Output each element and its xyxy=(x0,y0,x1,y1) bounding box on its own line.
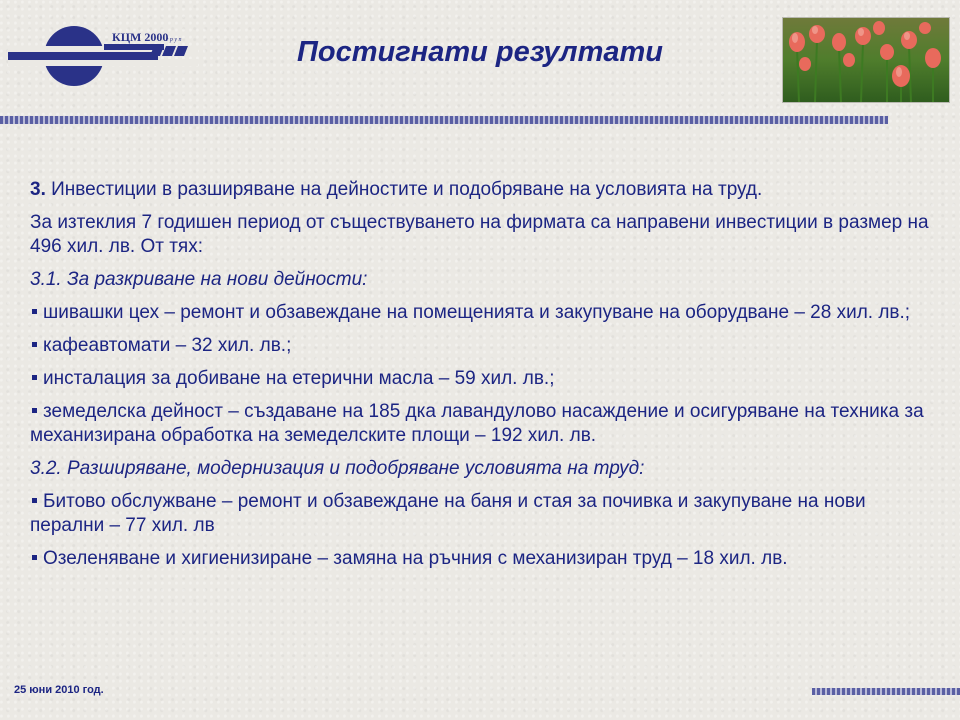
heading-number: 3. xyxy=(30,179,46,200)
bullet-icon xyxy=(32,408,37,413)
footer-divider xyxy=(812,688,960,695)
list-item-text: шивашки цех – ремонт и обзавеждане на помещенията и закупуване на оборудване – 28 хил. лв.; xyxy=(43,302,911,323)
subsection-2-title: 3.2. Разширяване, модернизация и подобряване условията на труд: xyxy=(30,458,645,479)
heading-text: Инвестиции в разширяване на дейностите и подобряване на условията на труд. xyxy=(51,179,763,200)
bullet-icon xyxy=(32,309,37,314)
tulips-photo xyxy=(782,17,950,103)
list-item-text: земеделска дейност – създаване на 185 дка лавандулово насаждение и осигуряване на техника за механизирана обработка на земеделските площи – 192 хил. лв. xyxy=(30,401,924,446)
bullet-icon xyxy=(32,555,37,560)
list-item xyxy=(30,301,936,325)
list-item xyxy=(30,547,936,571)
list-item xyxy=(30,334,936,358)
list-item-text: инсталация за добиване на етерични масла – 59 хил. лв.; xyxy=(43,368,555,389)
list-item xyxy=(30,400,936,448)
bullet-icon xyxy=(32,375,37,380)
intro-paragraph: За изтеклия 7 годишен период от съществуването на фирмата са направени инвестиции в размер на 496 хил. лв. От тях: xyxy=(30,212,929,257)
list-item-text: кафеавтомати – 32 хил. лв.; xyxy=(43,335,292,356)
footer-date: 25 юни 2010 год. xyxy=(14,684,104,696)
slide-content xyxy=(30,178,936,580)
list-item-text: Битово обслужване – ремонт и обзавеждане на баня и стая за почивка и закупуване на нови перални – 77 хил. лв xyxy=(30,491,866,536)
logo-subtext: г р у п xyxy=(166,37,182,43)
bullet-icon xyxy=(32,342,37,347)
page-title: Постигнати резултати xyxy=(297,36,663,68)
logo-text: КЦМ 2000 xyxy=(112,30,169,44)
header-divider xyxy=(0,116,888,124)
list-item xyxy=(30,367,936,391)
section-heading xyxy=(30,178,936,202)
list-item-text: Озеленяване и хигиенизиране – замяна на ръчния с механизиран труд – 18 хил. лв. xyxy=(43,548,788,569)
subsection-1-title: 3.1. За разкриване на нови дейности: xyxy=(30,269,368,290)
bullet-icon xyxy=(32,498,37,503)
list-item xyxy=(30,490,936,538)
